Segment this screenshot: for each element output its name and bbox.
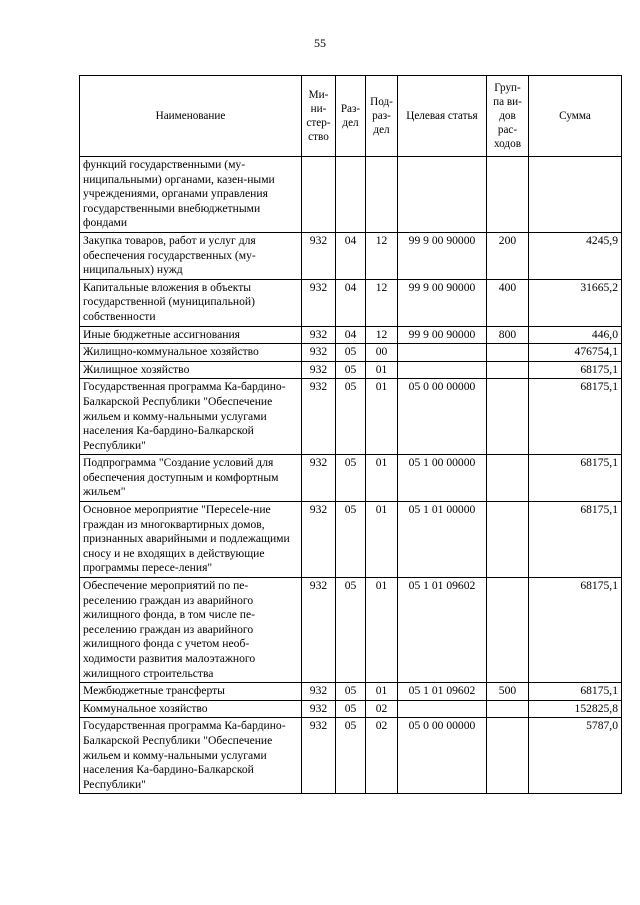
cell-subsection: 12 xyxy=(366,232,398,279)
cell-amount: 446,0 xyxy=(529,326,622,344)
cell-amount: 68175,1 xyxy=(529,578,622,683)
cell-section: 05 xyxy=(336,344,366,362)
header-ministry: Ми-ни-стер-ство xyxy=(302,76,336,157)
cell-subsection: 01 xyxy=(366,379,398,455)
cell-target xyxy=(398,700,487,718)
table-row xyxy=(80,157,622,233)
cell-name: Жилищно-коммунальное хозяйство xyxy=(80,344,302,362)
cell-group xyxy=(487,157,529,233)
table-row xyxy=(80,700,622,718)
cell-ministry: 932 xyxy=(302,700,336,718)
cell-section xyxy=(336,157,366,233)
cell-section: 05 xyxy=(336,683,366,701)
cell-group xyxy=(487,379,529,455)
cell-name: Закупка товаров, работ и услуг для обеспечения государственных (му-ниципальных) нужд xyxy=(80,232,302,279)
cell-target: 05 0 00 00000 xyxy=(398,379,487,455)
cell-amount: 68175,1 xyxy=(529,683,622,701)
cell-section: 05 xyxy=(336,718,366,794)
page-number: 55 xyxy=(314,36,326,50)
cell-name: Государственная программа Ка-бардино-Балкарской Республики "Обеспечение жильем и комму-нальными услугами населения Ка-бардино-Балкарской Республики" xyxy=(80,718,302,794)
cell-target: 05 1 01 09602 xyxy=(398,683,487,701)
table-row xyxy=(80,455,622,502)
cell-amount: 68175,1 xyxy=(529,379,622,455)
table-row xyxy=(80,279,622,326)
cell-section: 04 xyxy=(336,279,366,326)
table-header-row xyxy=(80,76,622,157)
table-row xyxy=(80,344,622,362)
cell-name: Государственная программа Ка-бардино-Балкарской Республики "Обеспечение жильем и комму-нальными услугами населения Ка-бардино-Балкарской Республики" xyxy=(80,379,302,455)
cell-group xyxy=(487,718,529,794)
cell-subsection: 02 xyxy=(366,700,398,718)
cell-target: 99 9 00 90000 xyxy=(398,326,487,344)
cell-section: 05 xyxy=(336,455,366,502)
cell-ministry: 932 xyxy=(302,455,336,502)
cell-amount: 4245,9 xyxy=(529,232,622,279)
cell-target xyxy=(398,157,487,233)
table-body xyxy=(80,157,622,794)
cell-name: Иные бюджетные ассигнования xyxy=(80,326,302,344)
cell-name: Основное мероприятие "Пересele-ние граждан из многоквартирных домов, признанных аварийными и подлежащими сносу и не входящих в действующие программы пересе-ления" xyxy=(80,502,302,578)
cell-group xyxy=(487,502,529,578)
cell-ministry: 932 xyxy=(302,379,336,455)
cell-target: 05 1 00 00000 xyxy=(398,455,487,502)
cell-ministry: 932 xyxy=(302,502,336,578)
cell-name: Межбюджетные трансферты xyxy=(80,683,302,701)
table-row xyxy=(80,502,622,578)
cell-section: 05 xyxy=(336,361,366,379)
cell-name: Подпрограмма "Создание условий для обеспечения доступным и комфортным жильем" xyxy=(80,455,302,502)
table-row xyxy=(80,326,622,344)
cell-ministry: 932 xyxy=(302,361,336,379)
cell-target: 05 0 00 00000 xyxy=(398,718,487,794)
cell-group xyxy=(487,578,529,683)
table-row xyxy=(80,718,622,794)
cell-target xyxy=(398,361,487,379)
cell-subsection xyxy=(366,157,398,233)
cell-group xyxy=(487,455,529,502)
cell-section: 05 xyxy=(336,578,366,683)
cell-name: Жилищное хозяйство xyxy=(80,361,302,379)
cell-group xyxy=(487,344,529,362)
cell-subsection: 12 xyxy=(366,326,398,344)
cell-amount xyxy=(529,157,622,233)
cell-group xyxy=(487,700,529,718)
cell-section: 05 xyxy=(336,502,366,578)
cell-amount: 68175,1 xyxy=(529,502,622,578)
cell-name: Капитальные вложения в объекты государственной (муниципальной) собственности xyxy=(80,279,302,326)
cell-target: 99 9 00 90000 xyxy=(398,232,487,279)
cell-ministry: 932 xyxy=(302,683,336,701)
cell-section: 04 xyxy=(336,326,366,344)
cell-subsection: 00 xyxy=(366,344,398,362)
cell-subsection: 01 xyxy=(366,578,398,683)
table-row xyxy=(80,683,622,701)
cell-amount: 152825,8 xyxy=(529,700,622,718)
cell-subsection: 12 xyxy=(366,279,398,326)
cell-target xyxy=(398,344,487,362)
cell-amount: 5787,0 xyxy=(529,718,622,794)
cell-amount: 31665,2 xyxy=(529,279,622,326)
header-subsection: Под-раз-дел xyxy=(366,76,398,157)
cell-ministry xyxy=(302,157,336,233)
cell-group: 800 xyxy=(487,326,529,344)
cell-ministry: 932 xyxy=(302,718,336,794)
cell-target: 05 1 01 09602 xyxy=(398,578,487,683)
cell-ministry: 932 xyxy=(302,232,336,279)
header-amount: Сумма xyxy=(529,76,622,157)
cell-name: Коммунальное хозяйство xyxy=(80,700,302,718)
table-row xyxy=(80,361,622,379)
cell-amount: 68175,1 xyxy=(529,361,622,379)
cell-subsection: 01 xyxy=(366,502,398,578)
cell-subsection: 01 xyxy=(366,683,398,701)
cell-amount: 68175,1 xyxy=(529,455,622,502)
cell-section: 05 xyxy=(336,379,366,455)
cell-section: 04 xyxy=(336,232,366,279)
header-target: Целевая статья xyxy=(398,76,487,157)
header-group: Груп-па ви-дов рас-ходов xyxy=(487,76,529,157)
cell-name: функций государственными (му-ниципальными) органами, казен-ными учреждениями, органами управления государственными внебюджетными фондами xyxy=(80,157,302,233)
cell-section: 05 xyxy=(336,700,366,718)
table-row xyxy=(80,232,622,279)
cell-group: 500 xyxy=(487,683,529,701)
cell-ministry: 932 xyxy=(302,344,336,362)
cell-subsection: 02 xyxy=(366,718,398,794)
cell-target: 05 1 01 00000 xyxy=(398,502,487,578)
cell-subsection: 01 xyxy=(366,455,398,502)
cell-ministry: 932 xyxy=(302,326,336,344)
cell-ministry: 932 xyxy=(302,279,336,326)
cell-subsection: 01 xyxy=(366,361,398,379)
cell-ministry: 932 xyxy=(302,578,336,683)
cell-name: Обеспечение мероприятий по пе-реселению граждан из аварийного жилищного фонда, в том числе пе-реселению граждан из аварийного жилищного фонда с учетом необ-ходимости развития малоэтажного жилищного строительства xyxy=(80,578,302,683)
header-name: Наименование xyxy=(80,76,302,157)
table-row xyxy=(80,379,622,455)
table-row xyxy=(80,578,622,683)
cell-group: 400 xyxy=(487,279,529,326)
cell-amount: 476754,1 xyxy=(529,344,622,362)
cell-group: 200 xyxy=(487,232,529,279)
cell-group xyxy=(487,361,529,379)
budget-table xyxy=(79,75,622,794)
header-section: Раз-дел xyxy=(336,76,366,157)
cell-target: 99 9 00 90000 xyxy=(398,279,487,326)
